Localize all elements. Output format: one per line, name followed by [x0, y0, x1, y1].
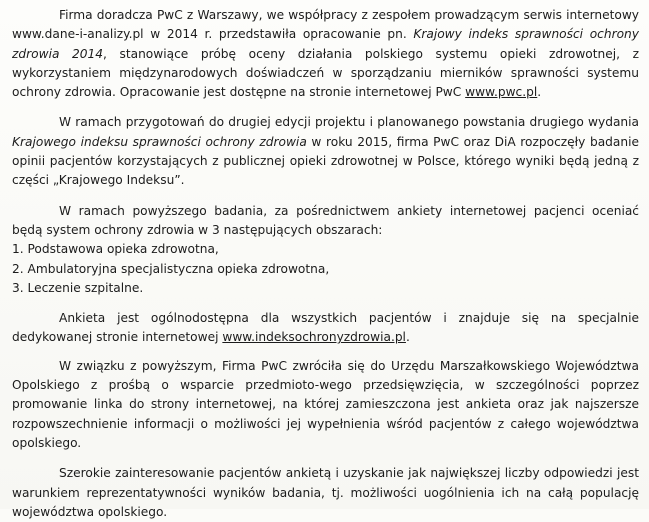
paragraph-survey-areas: W ramach powyższego badania, za pośrednictwem ankiety internetowej pacjenci oceniać będą system ochrony zdrowia w 3 następujących obszarach: [12, 203, 639, 237]
list-item: 2. Ambulatoryjna specjalistyczna opieka zdrowotna, [12, 261, 330, 276]
p2-text-end: w roku 2015, firma PwC oraz DiA rozpoczęły badanie opinii pacjentów korzystających z publicznej opieki zdrowotnej w Polsce, którego wyniki będą jedną z części „Krajowego Indeksu”. [12, 134, 639, 188]
paragraph-pwc-report [12, 6, 639, 102]
list-item: 1. Podstawowa opieka zdrowotna, [12, 242, 219, 257]
paragraph-survey-availability [12, 309, 639, 348]
index-title: Krajowego indeksu sprawności ochrony zdrowia [12, 134, 307, 149]
list-item: 3. Leczenie szpitalne. [12, 280, 144, 295]
report-title: Krajowy indeks sprawności ochrony zdrowia 2014 [12, 27, 639, 61]
p1-text-after-title: , stanowiące próbę oceny działania polskiego systemu opieki zdrowotnej, z wykorzystaniem międzynarodowych doświadczeń w sporządzaniu mierników sprawności systemu ochrony zdrowia. Opracowanie jest dostępne na stronie internetowej PwC [12, 46, 639, 100]
p4-text-end: . [405, 330, 410, 345]
pwc-link[interactable]: www.pwc.pl [465, 85, 538, 100]
p1-text-mid: w 2014 r. przedstawiła opracowanie pn. [143, 27, 414, 42]
paragraph-second-edition [12, 113, 639, 190]
survey-areas-list [12, 240, 639, 298]
dane-i-analizy-url: www.dane-i-analizy.pl [12, 27, 144, 42]
indeks-ochrony-zdrowia-link[interactable]: www.indeksochronyzdrowia.pl [222, 330, 406, 345]
paragraph-request-support: W związku z powyższym, Firma PwC zwróciła się do Urzędu Marszałkowskiego Województwa Opolskiego z prośbą o wsparcie przedmioto-wego przedsięwzięcia, w szczególności poprzez promowanie linka do strony internetowej, na której zamieszczona jest ankieta oraz jak najszersze rozpowszechnienie informacji o możliwości jej wypełnienia wśród pacjentów z całego województwa opolskiego. [12, 358, 639, 450]
p2-text-start: W ramach przygotowań do drugiej edycji projektu i planowanego powstania drugiego wydania [59, 115, 639, 130]
p4-text-start: Ankieta jest ogólnodostępna dla wszystkich pacjentów i znajduje się na specjalnie dedykowanej stronie internetowej [12, 311, 639, 345]
p1-text-start: Firma doradcza PwC z Warszawy, we współpracy z zespołem prowadzącym serwis internetowy [59, 8, 639, 22]
paragraph-representativeness: Szerokie zainteresowanie pacjentów ankietą i uzyskanie jak największej liczby odpowiedzi jest warunkiem reprezentatywności wyników badania, tj. możliwości uogólnienia ich na całą populację województwa opolskiego. [12, 466, 639, 519]
p1-text-end: . [537, 85, 542, 100]
